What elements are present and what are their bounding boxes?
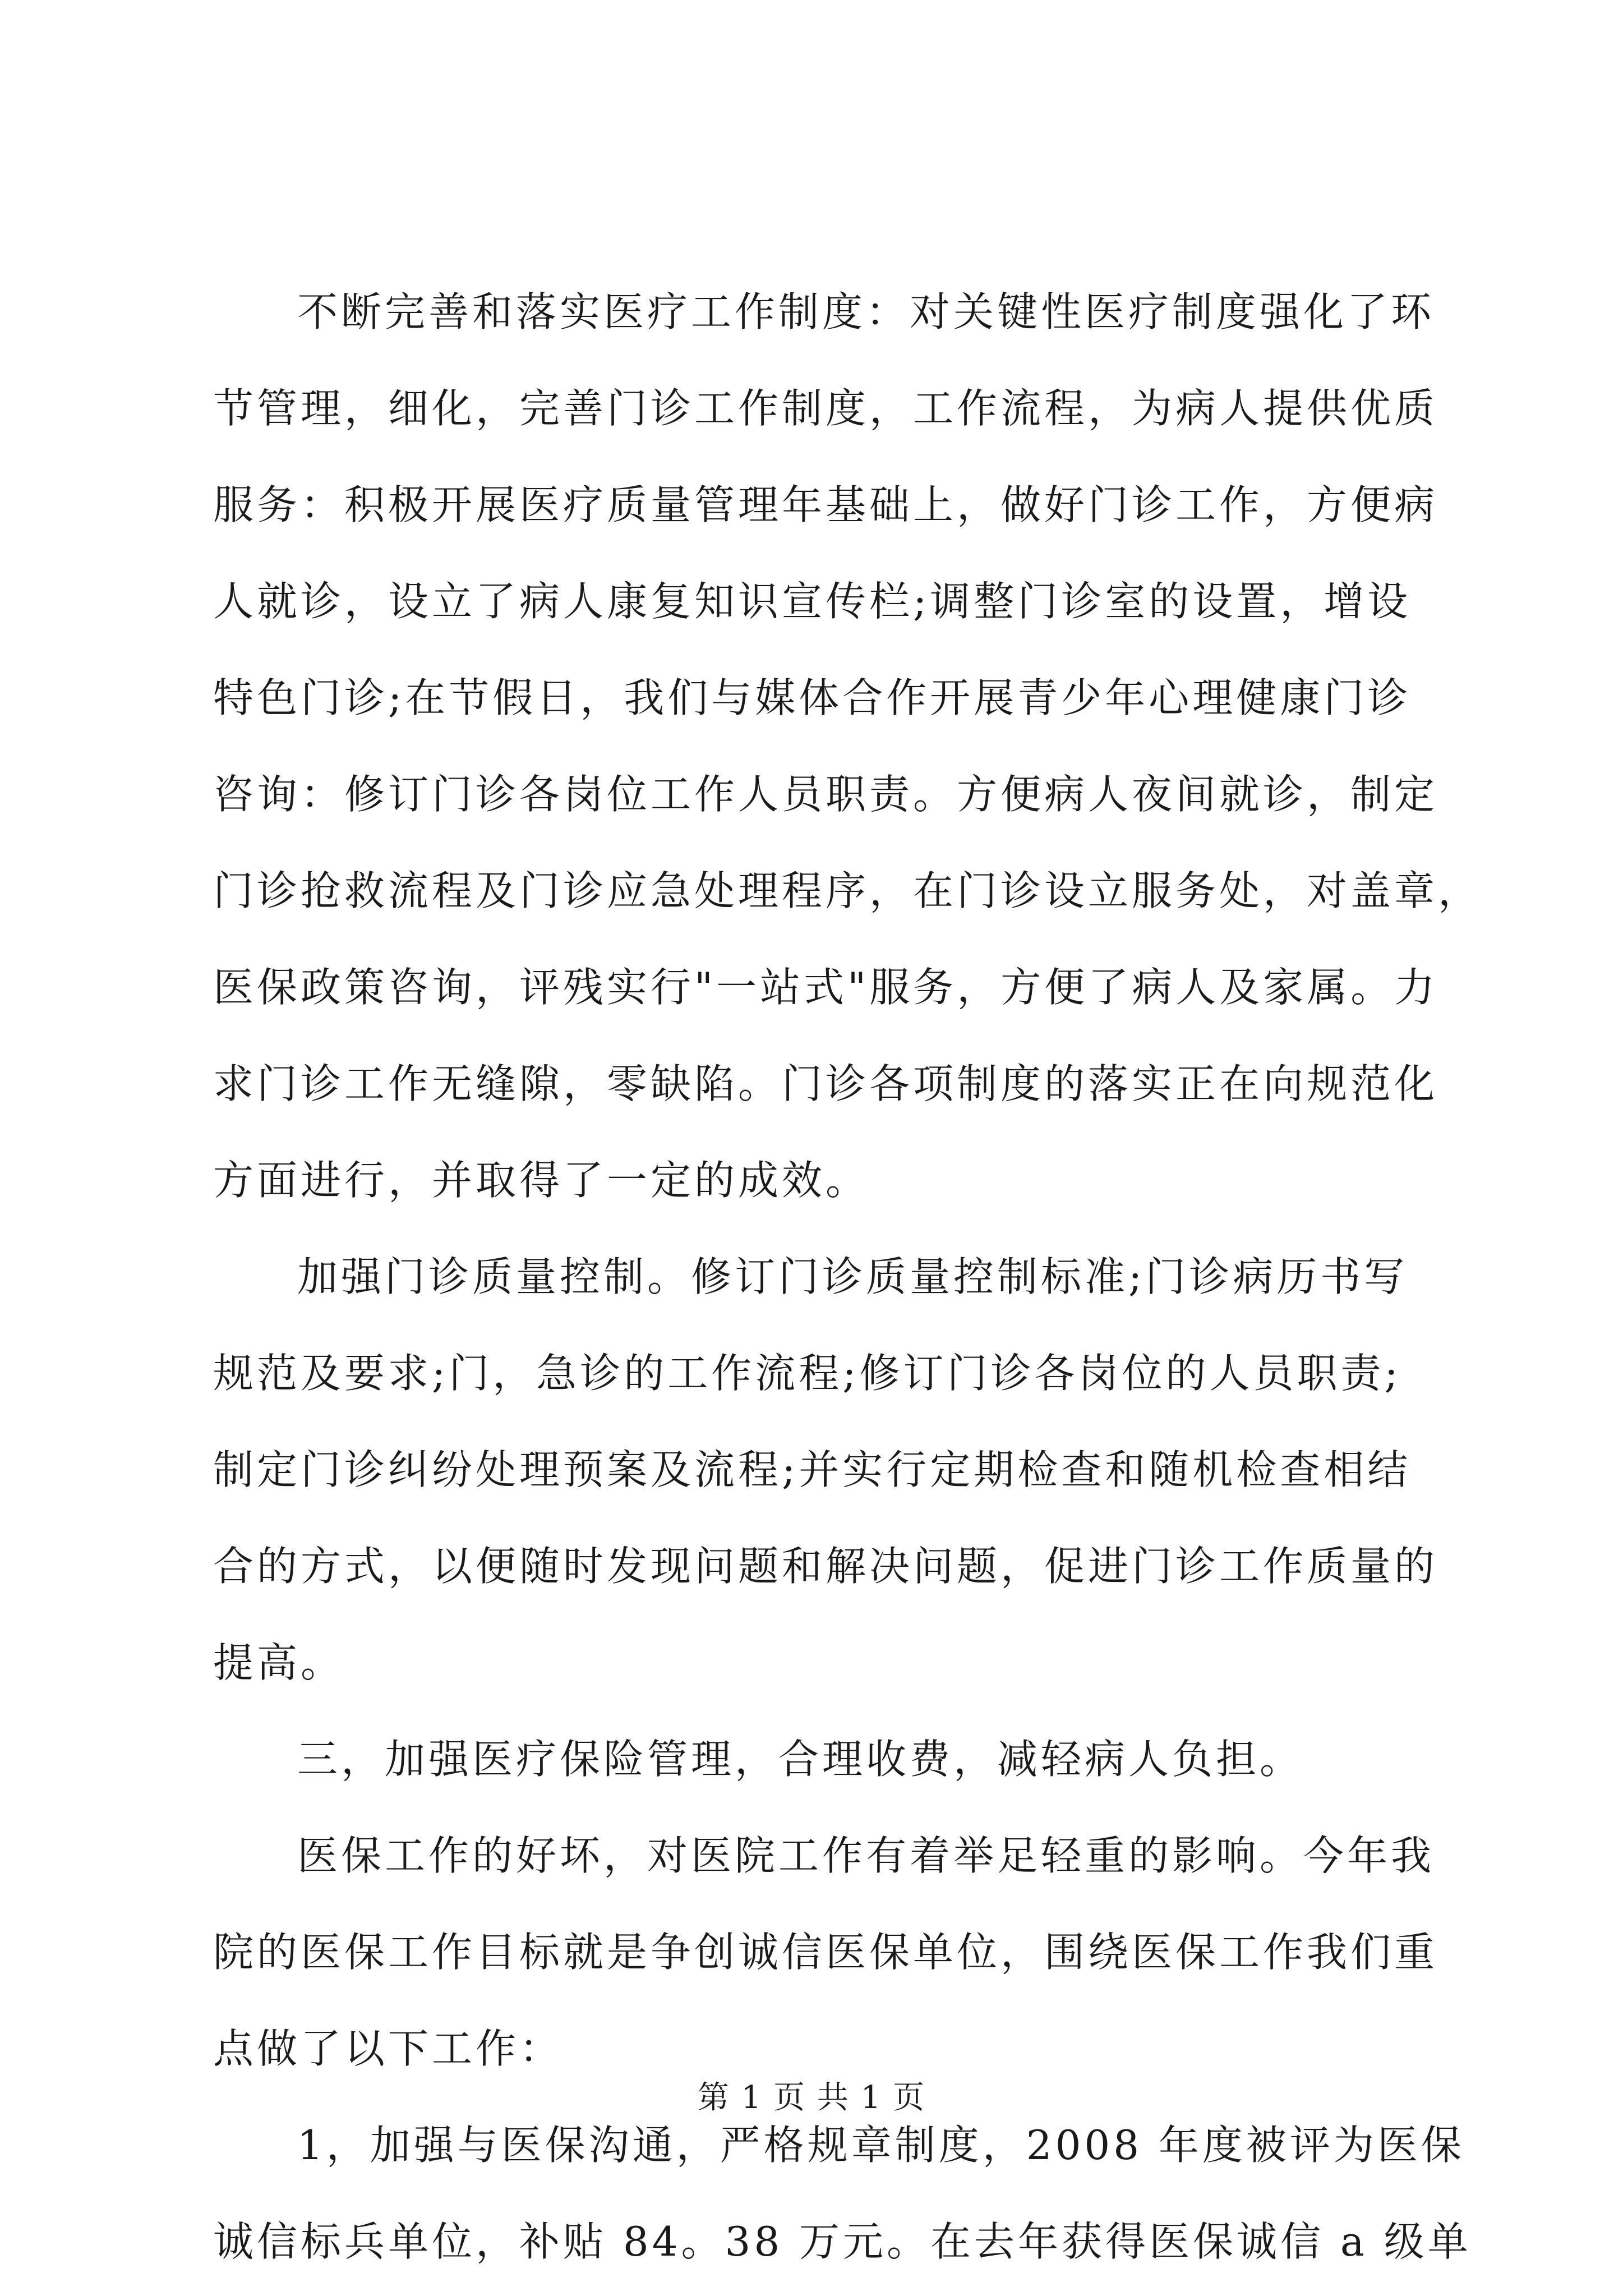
text-line: 1，加强与医保沟通，严格规章制度，2008 年度被评为医保 bbox=[297, 2122, 1465, 2169]
text-line: 不断完善和落实医疗工作制度：对关键性医疗制度强化了环 bbox=[297, 288, 1435, 335]
text-line: 规范及要求;门，急诊的工作流程;修订门诊各岗位的人员职责; bbox=[213, 1350, 1401, 1397]
text-line: 求门诊工作无缝隙，零缺陷。门诊各项制度的落实正在向规范化 bbox=[213, 1060, 1438, 1107]
text-line: 点做了以下工作： bbox=[213, 2025, 564, 2072]
text-line: 院的医保工作目标就是争创诚信医保单位，围绕医保工作我们重 bbox=[213, 1929, 1438, 1976]
text-line: 提高。 bbox=[213, 1639, 345, 1686]
text-line: 方面进行，并取得了一定的成效。 bbox=[213, 1157, 870, 1204]
text-line: 咨询：修订门诊各岗位工作人员职责。方便病人夜间就诊，制定 bbox=[213, 771, 1438, 818]
text-line: 人就诊，设立了病人康复知识宣传栏;调整门诊室的设置，增设 bbox=[213, 578, 1412, 625]
page-footer bbox=[0, 2078, 1623, 2118]
page-number-label: 第 1 页 共 1 页 bbox=[697, 2079, 926, 2116]
text-line: 制定门诊纠纷处理预案及流程;并实行定期检查和随机检查相结 bbox=[213, 1446, 1412, 1493]
text-line: 特色门诊;在节假日，我们与媒体合作开展青少年心理健康门诊 bbox=[213, 674, 1412, 721]
text-line: 服务：积极开展医疗质量管理年基础上，做好门诊工作，方便病 bbox=[213, 481, 1438, 528]
text-line: 诚信标兵单位，补贴 84。38 万元。在去年获得医保诚信 a 级单 bbox=[213, 2218, 1472, 2265]
text-line: 医保政策咨询，评残实行"一站式"服务，方便了病人及家属。力 bbox=[213, 964, 1438, 1011]
text-line: 加强门诊质量控制。修订门诊质量控制标准;门诊病历书写 bbox=[297, 1253, 1408, 1300]
text-line: 合的方式，以便随时发现问题和解决问题，促进门诊工作质量的 bbox=[213, 1543, 1438, 1590]
section-heading: 三，加强医疗保险管理，合理收费，减轻病人负担。 bbox=[297, 1736, 1304, 1783]
text-line: 节管理，细化，完善门诊工作制度，工作流程，为病人提供优质 bbox=[213, 385, 1438, 432]
text-line: 医保工作的好坏，对医院工作有着举足轻重的影响。今年我 bbox=[297, 1832, 1435, 1879]
document-body bbox=[213, 264, 1482, 2290]
text-line: 门诊抢救流程及门诊应急处理程序，在门诊设立服务处，对盖章， bbox=[213, 867, 1482, 914]
